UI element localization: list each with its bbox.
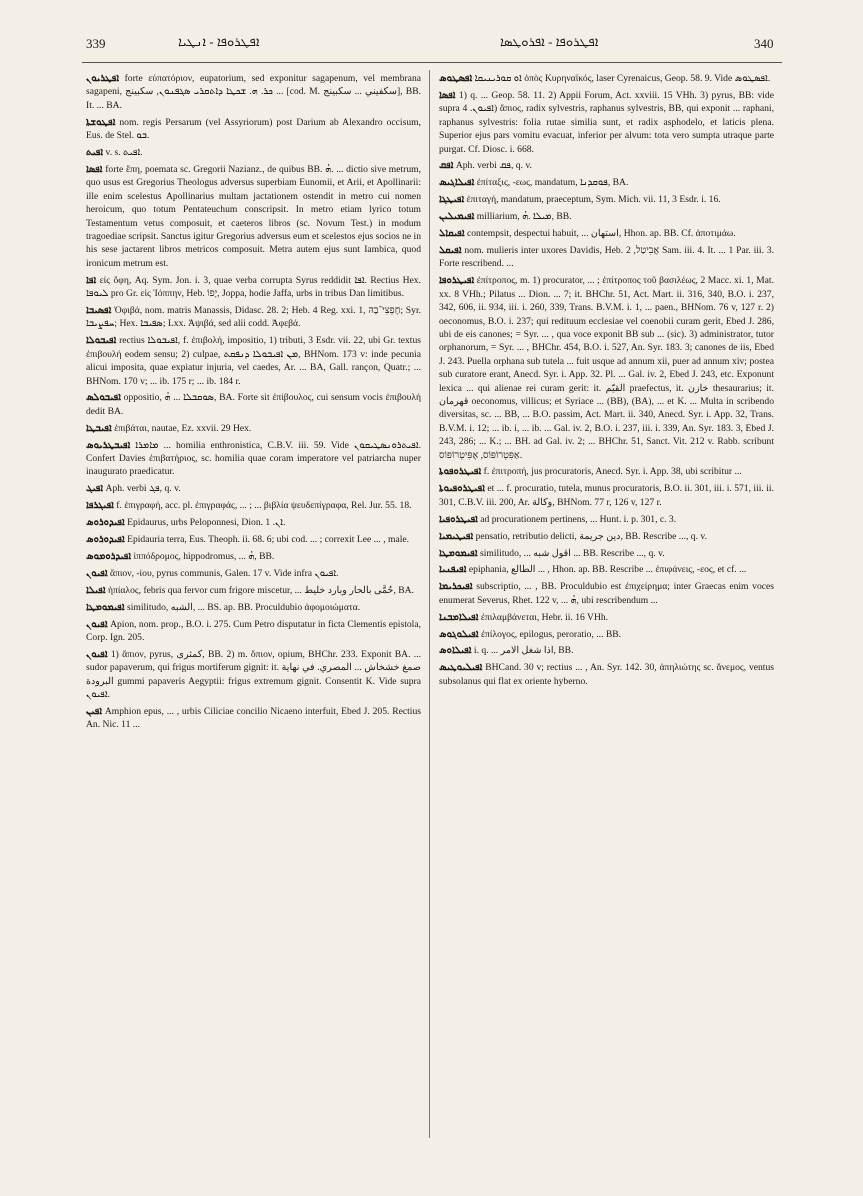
entry-definition: milliarium, ܡܝܠܐ .ܗܳ, BB. [476, 211, 572, 223]
column-divider [429, 70, 430, 1138]
dictionary-entry [86, 550, 421, 563]
dictionary-entry [86, 584, 421, 597]
dictionary-entry [86, 482, 421, 495]
entry-headword: ܐܦܝܘܢ [86, 648, 108, 660]
entry-headword: ܐܦܝܛܪܘܦܝܘܬܐ [439, 483, 485, 495]
left-running-title: ܐܦܛܪܘܦܐ - ܐܢܛܝܐ [178, 34, 260, 49]
right-page-number: 340 [754, 36, 774, 51]
entry-definition: nom. mulieris inter uxores Davidis, Heb. אֲבִיטַל, 2 Sam. iii. 4. It. ... 1 Par. iii. 3. Forte rescribend. ... [439, 244, 774, 270]
dictionary-entry [439, 274, 774, 462]
entry-definition: Amphion epus, ... , urbis Ciliciae concilio Nicaeno interfuit, Ebed J. 205. Rectius An. Nic. 11 ... [86, 706, 421, 731]
entry-definition: forte ἔπη, poemata sc. Gregorii Nazianz., de quibus BB. ܗܳ. ... dictio sive metrum, quo usus est Gregorius Theologus adversus superbiam Eunomii, et Arii, et Apollinarii: ille enim scelestus Apollinarius multam jactationem ostendit in metro cui nomen heroicum, quo totum Pentateuchum conscripsit. In metro etiam lyrico totum Testamentum vetus composuit, et caeteros libros (sc. Novum Test.) in modum tragoediae scripsit. Sanctus igitur Gregorius adversus eum et scelestos ejus socios ne in his sese jactarent libros metricos composuit. Metra autem ejus sunt Iambica, quod ironicum metrum est. [86, 163, 421, 269]
dictionary-entry [86, 618, 421, 645]
entry-headword: ܐܦܝܡܘܡܛܐ [86, 601, 125, 613]
entry-headword: ܐܦܝܛܪܘܦܘܬܐ [439, 466, 482, 478]
entry-definition: ἐπίταξις, -εως, mandatum, ܦܘܩܕܢܐ, BA. [476, 177, 629, 189]
dictionary-entry [439, 72, 774, 85]
dictionary-entry [86, 516, 421, 529]
dictionary-entry [439, 513, 774, 526]
entry-headword: ܐܦܣܝܒܐ [86, 305, 112, 316]
entry-definition: ἱππόδρομος, hippodromus, ... ܗܳ, BB. [133, 551, 275, 562]
right-running-title: ܐܦܛܪܘܦܐ - ܐܦܪܘܛܣܐ [500, 34, 599, 49]
dictionary-entry [439, 465, 774, 478]
entry-definition: nom. regis Persarum (vel Assyriorum) post Darium ab Alexandro occisum, Eus. de Stel. ܒܘ. [86, 116, 421, 142]
entry-headword: ܐܦܝܒܛܪܝܘܣ [86, 439, 131, 451]
entry-definition: ܡܐܡܪܐ ... homilia enthronistica, C.B.V. iii. 59. Vide ܐܦܝܬܪܘܢܣܛܝܩܘܢ. Confert Davies ἐπιβατήριος, sc. homilia quae coram imperatore vel patriarcha nuper inaugurato praedicatur. [86, 439, 421, 478]
entry-headword: ܐܦܛܪܝܘܢ [86, 73, 120, 84]
entry-headword: ܐܦܝܡܘܡܛܐ [439, 547, 478, 559]
dictionary-entry [439, 611, 774, 624]
entry-definition: forte εὐπατόριον, eupatorium, sed exponitur sagapenum, vel membrana sagapeni, ܟܪ. ܗ. ܫܟܛܐ ܕܐܬܩܪܝ ܣܓܦܢܘܢ, سكبينج ... [cod. M. سكفيني ... سكبينج], BB. It. ... BA. [86, 73, 421, 111]
entry-definition: pensatio, retributio delicti, دين جريمة, BB. Rescribe ..., q. v. [475, 530, 707, 542]
dictionary-entry [439, 227, 774, 240]
entry-headword: ܐܦܝܠܐ [86, 584, 106, 596]
entry-headword: ܐܦܝܛܓܐ [439, 194, 465, 206]
entry-definition: εἰς ὄφη, Aq. Sym. Jon. i. 3, quae verba corrupta Syrus reddidit ܐܦܐ. Rectius Hex. ܠܝܘܦܐ pro Gr. εἰς Ἰόππην, Heb. יָפוֹ, Joppa, hodie Jaffa, urbs in tribus Dan limitibus. [86, 274, 421, 300]
entry-definition: similitudo, الشبه, ... BS. ap. BB. Proculdubio ἀφομοιώματα. [126, 601, 361, 613]
dictionary-entry [86, 439, 421, 479]
entry-headword: ܐܦܝܒܘܠܣ [86, 392, 121, 404]
dictionary-entry [86, 274, 421, 301]
entry-definition: subscriptio, ... , BB. Proculdubio est ἐπιχείρημα; inter Graecas enim voces enumerat Severus, Rhet. 122 v, ... ܗܳ, ubi rescribendum ... [439, 581, 774, 606]
entry-headword: ܐܦܝܠܘܓܘܣ [439, 628, 479, 640]
entry-definition: Aph. verbi ܦܩ, q. v. [455, 160, 532, 172]
entry-definition: f. ἐπιγραφή, acc. pl. ἐπιγραφάς, ... ; ... βιβλία ψευδεπίγραφα, Rel. Jur. 55. 18. [116, 500, 412, 512]
dictionary-entry [86, 116, 421, 143]
entry-headword: ܐܦܝܒܘܠܐ [86, 335, 117, 347]
dictionary-entry [86, 163, 421, 270]
entry-definition: contempsit, despectui habuit, ... استهان, Hhon. ap. BB. Cf. ἀποτιμάω. [466, 228, 736, 240]
dictionary-entry [439, 563, 774, 576]
entry-definition: Aph. verbi ܦܓ, q. v. [105, 483, 181, 495]
entry-headword: ܐܦܝܠܐܓܝܣ [439, 177, 475, 189]
entry-definition: i. q. ... اذا شغل الامر, BB. [473, 645, 574, 657]
entry-definition: 1) q. ... Geop. 58. 11. 2) Appii Forum, Act. xxviii. 15 VHh. 3) pyrus, BB: vide supra ܐܦܝܘܢ. 4) ἄπιος, radix sylvestris, raphanus sylvestris, BB, qui exponit ... raphani, raphanus sylvestris: folia rutae similia sunt, et radix asphodelo, et laticis plena. Superior ejus pars vomitu evacuat, inferior per alvum: tota vero sumpta utraque parte purgat. Cf. Diosc. i. 668. [439, 89, 774, 155]
entry-definition: 1) ἄπιον, pyrus, كمثرى, BB. 2) m. ὄπιον, opium, BHChr. 233. Exponit BA. ... sudor papaverum, qui frigus mortiferum gignit: it. صمغ خشخاش ... المصري. في نهاية البرودة gummi papaveris Aegyptii: frigus extremum gignit. Consentit K. Vide supra ܐܦܝܘܢ. [86, 648, 421, 701]
entry-headword: ܐܦܝܩܐܠ [439, 228, 465, 240]
entry-headword: ܐܦܝܛܪܘܦܐ [439, 275, 475, 287]
dictionary-entry [439, 580, 774, 607]
entry-definition: ἠπίαλος, febris qua fervor cum frigore miscetur, ... حُمَّى بالحار وبارد خليط, BA. [107, 584, 414, 596]
dictionary-entry [439, 530, 774, 543]
entry-definition: ἐπιταγή, mandatum, praeceptum, Sym. Mich. vii. 11, 3 Esdr. i. 16. [466, 194, 721, 206]
dictionary-entry [439, 547, 774, 560]
entry-definition: ad procurationem pertinens, ... Hunt. i. p. 301, c. 3. [480, 513, 677, 525]
dictionary-entry [86, 533, 421, 546]
entry-definition: similitudo, ... اقول شبه ... BB. Rescribe ..., q. v. [479, 547, 665, 559]
dictionary-entry [439, 159, 774, 172]
entry-definition: rectius ܐܦܝܒܘܠܐ, f. ἐπιβολή, impositio, 1) tributi, 3 Esdr. vii. 22, ubi Gr. textus ἐπιβουλή eodem sensu; 2) culpae, ܡܢ ܐܦܝܒܘܠܐ ܕܢܦܩܬ, BHNom. 173 v: inde pecunia alicui imposita, quae expiatur injuria, vel caedes, Ar. ... BA, Gall. rançon, Quatr.; ... BHNom. 170 v; ... ib. 175 r; ... ib. 184 r. [86, 335, 421, 387]
entry-headword: ܐܦܐ [86, 274, 97, 286]
entry-headword: ܐܦܝܟܪܝܡܐ [439, 581, 473, 593]
entry-headword: ܐܦܝܡܝܠܝܢ [439, 211, 475, 223]
entry-headword: ܐܦܣܐ [86, 163, 103, 175]
entry-headword: ܐܦܩ [439, 160, 454, 172]
entry-definition: epiphania, الطالع ... , Hhon. ap. BB. Rescribe ... ἐπιφάνεις, -εος, et cf. ... [468, 564, 747, 576]
entry-definition: Epidauria terra, Eus. Theoph. ii. 68. 6; ubi cod. ... ; correxit Lee ... , male. [127, 534, 410, 546]
dictionary-entry [86, 567, 421, 580]
header-rule [82, 62, 782, 63]
dictionary-entry [86, 391, 421, 418]
entry-headword: ܐܦܝܘܢ [86, 567, 108, 579]
dictionary-entry [86, 705, 421, 732]
entry-definition: oppositio, ܣܘܩܒܠܐ ... ܗܳ, BA. Forte sit ἐπίβουλος, cui sensum vocis ἐπιβουλή dedit BA. [86, 392, 421, 417]
entry-definition: Epidaurus, urbs Peloponnesi, Dion. ܐܢ. 1. [127, 517, 286, 529]
entry-headword: ܐܦܝܠܐܡܒܢܐ [439, 611, 479, 623]
dictionary-entry [439, 482, 774, 509]
dictionary-entry [86, 304, 421, 331]
dictionary-entry [439, 176, 774, 189]
entry-definition: v. s. ܐܦܝܬ. [105, 147, 143, 159]
entry-headword: ܐܦܛܘܫܬܐ [86, 116, 116, 128]
entry-definition: BHCand. 30 v; rectius ... , An. Syr. 142. 30, ἀπηλιώτης sc. ἄνεμος, ventus subsolanus qui flat ex oriente hyberno. [439, 662, 774, 687]
entry-headword: ܐܦܝܕܘܪܘܣ [86, 534, 125, 546]
dictionary-entry [86, 601, 421, 614]
dictionary-entry [439, 661, 774, 688]
entry-definition: Ὀφιβά, nom. matris Manassis, Didasc. 28. 2; Heb. 4 Reg. xxi. 1, חֶפְצִי־בָהּ; Syr. ܚܦܨܝܒܐ; Hex. ܣܦܝܒܐ; Lxx. Ἀψιβά, sed alii codd. Ἀφεβά. [86, 305, 421, 330]
entry-headword: ܐܦܝܓܪܦܐ [86, 500, 114, 512]
entry-definition: Apion, nom. prop., B.O. i. 275. Cum Petro disputatur in ficta Clementis epistola, Corp. Ign. 205. [86, 618, 421, 644]
dictionary-entry [86, 146, 421, 159]
dictionary-entry [439, 628, 774, 641]
left-page-number: 339 [86, 36, 106, 51]
dictionary-entry [439, 210, 774, 223]
entry-headword: ܐܦܝܬ [86, 147, 104, 159]
entry-headword: ܐܦܣܛܘܣ [439, 73, 473, 84]
entry-definition: ܐܘ ܩܘܪܝܢܝܩܐ ὀπὸς Κυρηναϊκός, laser Cyrenaicus, Geop. 58. 9. Vide ܐܦܣܛܘܣ. [474, 73, 771, 84]
entry-headword: ܐܦܝܠܐܘܣ [439, 645, 472, 657]
entry-definition: et ... f. procuratio, tutela, munus procuratoris, B.O. ii. 301, iii. i. 571, iii. ii. 301, C.B.V. iii. 200, Ar. وكالة, BHNom. 77 r, 126 v, 127 r. [439, 483, 774, 508]
right-column [439, 72, 774, 1136]
dictionary-entry [439, 244, 774, 271]
entry-headword: ܐܦܝܩܠ [439, 244, 462, 256]
dictionary-entry [86, 72, 421, 112]
entry-headword: ܐܦܝܕܪܘܡܘܣ [86, 551, 132, 562]
dictionary-entry [439, 644, 774, 657]
entry-headword: ܐܦܝܢ [86, 706, 103, 718]
entry-definition: ἐπίλογος, epilogus, peroratio, ... BB. [481, 628, 622, 640]
entry-definition: ἐπιβάται, nautae, Ez. xxvii. 29 Hex. [114, 422, 252, 434]
entry-headword: ܐܦܝܓ [86, 483, 104, 495]
entry-headword: ܐܦܝܛܪܘܦܝܐ [439, 513, 478, 525]
entry-headword: ܐܦܝܕܘܪܘܣ [86, 517, 125, 529]
dictionary-entry [439, 89, 774, 156]
entry-headword: ܐܦܝܛܝܡܝܐ [439, 530, 474, 542]
entry-headword: ܐܦܣܐ [439, 89, 456, 101]
dictionary-entry [86, 648, 421, 702]
entry-definition: ἐπιλαμβάνεται, Hebr. ii. 16 VHh. [480, 611, 609, 623]
entry-definition: ἐπίτροπος, m. 1) procurator, ... ; ἐπίτροπος τοῦ βασιλέως, 2 Macc. xi. 1, Mat. xx. 8 VHh.; Pilatus ... Dion. ... 7; it. BHChr. 51, Act. Mart. ii. 316, 340, B.O. i. 237, 342, 606, ii. 934, iii. i. 260, 339, Trans. B.V.M. i. 1, ... paen., BHNom. 76 v, 127 r. 2) oeconomus, B.O. i. 237; qui redituum ecclesiae vel coenobii curam gerit, Ebed J. 286, ubi de eis canones; = Syr. ... , qua voce exponit BB sub ... (sic). 3) administrator, tutor orphanorum, = Syr. ... , BHChr. 454, B.O. i. 527, An. Syr. 183. 3; canones de iis, Ebed J. 243. Puella orphana sub tutela ... fuit usque ad annum xii, puer ad annum xiv; postea sub curatore erant, Anecd. Syr. i. App. 32. Pl. ... Gal. iv. 2, Ebed J. 243, etc. Exponunt lexica ... qui alienae rei curam gerit: it. القيّم praefectus, it. خازن thesaurarius; it. قهرمان oeconomus, villicus; et Syriace ... (BB), (BA), ... et K. ... Multa in scribendo diversitas, sc. ... BB, ... B.O. passim, Act. Mart. ii. 340, Anecd. Syr. i. App. 32, Trans. B.V.M. i. 12; ... ib. i, ... ib. ... Gal. iv. 2, B.O. i. 237, iii. i. 339, An. Syr. 183. 3, Ebed J. 243, 286; ... K.; ... BH. ad Gal. iv. 2; ... BHChr. 51, Sanct. Vit. 212 v. Rabb. scribunt אַפִּטְרוֹפּוֹס, אֶפִּיטְרוֹפּוֹס. [439, 275, 774, 461]
left-column [86, 72, 421, 1136]
entry-headword: ܐܦܝܠܝܘܛܝܣ [439, 662, 483, 674]
dictionary-entry [86, 499, 421, 512]
entry-definition: f. ἐπιτροπή, jus procuratoris, Anecd. Syr. i. App. 38, ubi scribitur ... [483, 466, 742, 478]
dictionary-entry [439, 193, 774, 206]
entry-headword: ܐܦܝܦܢܝܐ [439, 564, 467, 576]
dictionary-entry [86, 334, 421, 388]
entry-headword: ܐܦܝܒܛܐ [86, 422, 112, 434]
dictionary-entry [86, 422, 421, 435]
entry-definition: ἄπιον, -ίου, pyrus communis, Galen. 17 v. Vide infra ܐܦܝܘܢ. [109, 567, 339, 579]
entry-headword: ܐܦܝܘܢ [86, 618, 108, 630]
